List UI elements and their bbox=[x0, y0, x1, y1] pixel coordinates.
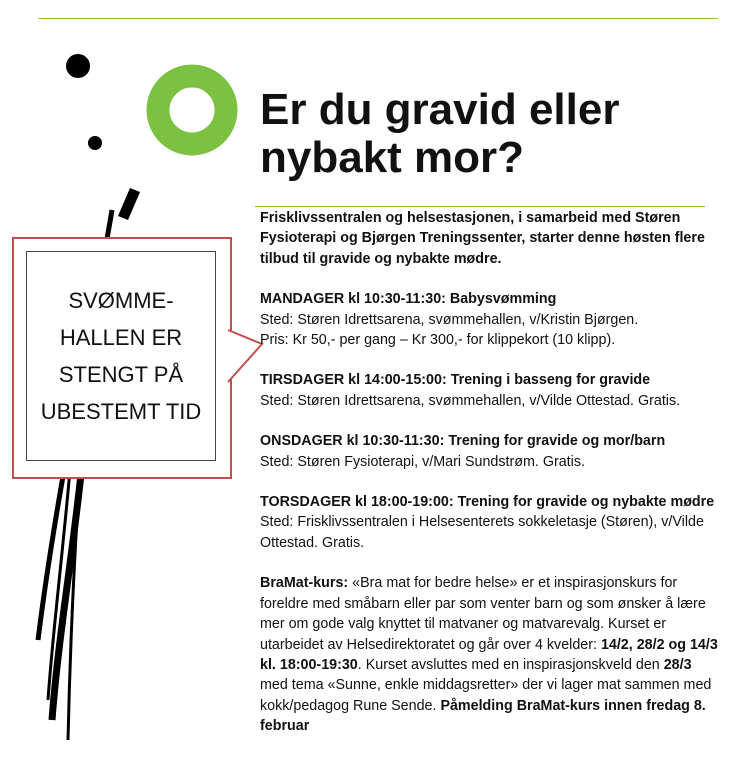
session-heading: ONSDAGER kl 10:30-11:30: Trening for gravide og mor/barn bbox=[260, 433, 666, 450]
bramat-final-date: 28/3 bbox=[663, 656, 692, 673]
session-thursday bbox=[260, 492, 720, 553]
intro-paragraph: Frisklivssentralen og helsestasjonen, i samarbeid med Støren Fysioterapi og Bjørgen Treningssenter, starter denne høsten flere tilbud til gravide og nybakte mødre. bbox=[260, 210, 705, 267]
bramat-text: . Kurset avsluttes med en inspirasjonskveld den bbox=[357, 656, 664, 673]
session-heading: TORSDAGER kl 18:00-19:00: Trening for gravide og nybakte mødre bbox=[260, 494, 715, 511]
session-tuesday bbox=[260, 370, 720, 411]
session-wednesday bbox=[260, 431, 720, 472]
session-location: Sted: Frisklivssentralen i Helsesenterets sokkeletasje (Støren), v/Vilde Ottestad. Gratis. bbox=[260, 514, 704, 551]
main-content bbox=[260, 208, 720, 757]
bramat-text: med tema «Sunne, enkle middagsretter» der vi lager mat sammen med kokk/pedagog Rune Sende. bbox=[260, 677, 712, 714]
session-heading: TIRSDAGER kl 14:00-15:00: Trening i basseng for gravide bbox=[260, 372, 651, 389]
session-heading: MANDAGER kl 10:30-11:30: Babysvømming bbox=[260, 291, 557, 308]
bramat-text: «Bra mat for bedre helse» er et inspirasjonskurs for foreldre med småbarn eller par som venter barn og som ønsker å lære mer om gode valg knyttet til matvaner og matvarevalg. Kurset er utarbeidet av Helsedirektoratet og går over 4 kvelder: bbox=[260, 575, 706, 653]
bramat-dates: 14/2, 28/2 og 14/3 kl. 18:00-19:30 bbox=[260, 636, 718, 673]
page-title: Er du gravid eller nybakt mor? bbox=[260, 85, 620, 182]
session-price: Pris: Kr 50,- per gang – Kr 300,- for klippekort (10 klipp). bbox=[260, 332, 616, 349]
closure-notice-text: SVØMME-HALLEN ER STENGT PÅ UBESTEMT TID bbox=[40, 288, 202, 424]
session-location: Sted: Støren Idrettsarena, svømmehallen, v/Vilde Ottestad. Gratis. bbox=[260, 392, 681, 409]
session-location: Sted: Støren Idrettsarena, svømmehallen, v/Kristin Bjørgen. bbox=[260, 311, 639, 328]
bramat-label: BraMat-kurs: bbox=[260, 575, 349, 592]
bramat-signup: Påmelding BraMat-kurs innen fredag 8. februar bbox=[260, 697, 706, 735]
bramat-paragraph bbox=[260, 573, 720, 736]
session-monday bbox=[260, 289, 720, 350]
session-location: Sted: Støren Fysioterapi, v/Mari Sundstrøm. Gratis. bbox=[260, 453, 585, 470]
